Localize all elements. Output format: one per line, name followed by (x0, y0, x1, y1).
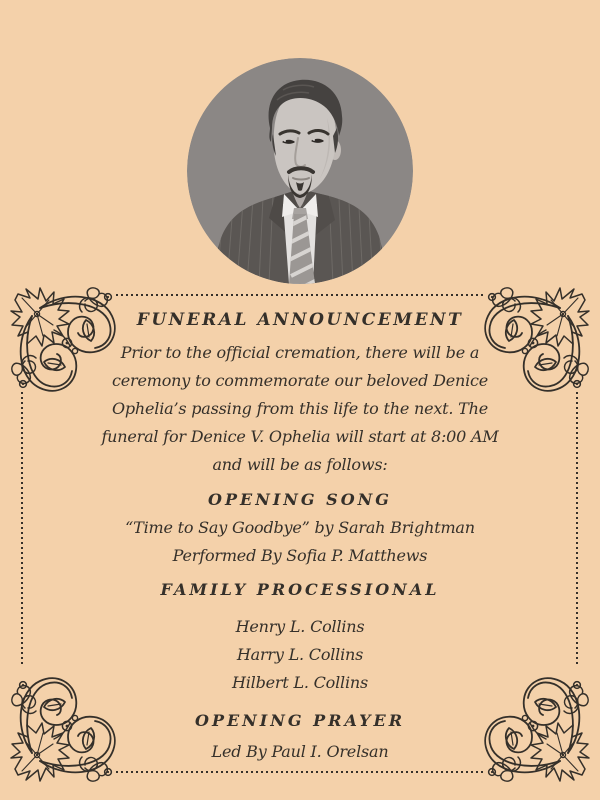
announcement-intro (45, 339, 555, 479)
deceased-portrait-photo (187, 58, 413, 284)
intro-line: Ophelia’s passing from this life to the next. The (111, 399, 489, 418)
prayer-leader-line: Led By Paul I. Orelsan (211, 742, 389, 761)
frame-dotted-line-right (576, 392, 578, 666)
processional-name: Hilbert L. Collins (231, 673, 368, 692)
announcement-content (45, 296, 555, 766)
song-title-line: “Time to Say Goodbye” by Sarah Brightman (125, 518, 475, 537)
frame-dotted-line-left (21, 392, 23, 666)
intro-line: and will be as follows: (212, 455, 388, 474)
intro-line: ceremony to commemorate our beloved Denice (111, 371, 489, 390)
announcement-title: FUNERAL ANNOUNCEMENT (136, 310, 464, 330)
processional-names (45, 613, 555, 697)
prayer-leader (45, 738, 555, 766)
section-opening-prayer (45, 707, 555, 766)
intro-line: funeral for Denice V. Ophelia will start at 8:00 AM (101, 427, 499, 446)
song-performer-line: Performed By Sofia P. Matthews (172, 546, 428, 565)
section-heading: OPENING SONG (208, 490, 392, 509)
processional-name: Henry L. Collins (235, 617, 365, 636)
section-heading: OPENING PRAYER (195, 711, 405, 730)
section-opening-song (45, 486, 555, 570)
frame-dotted-line-bottom (116, 771, 484, 773)
portrait-photo-illustration (187, 58, 413, 284)
intro-line: Prior to the official cremation, there will be a (120, 343, 480, 362)
section-heading: FAMILY PROCESSIONAL (160, 580, 440, 599)
processional-name: Harry L. Collins (236, 645, 364, 664)
section-family-processional (45, 576, 555, 697)
